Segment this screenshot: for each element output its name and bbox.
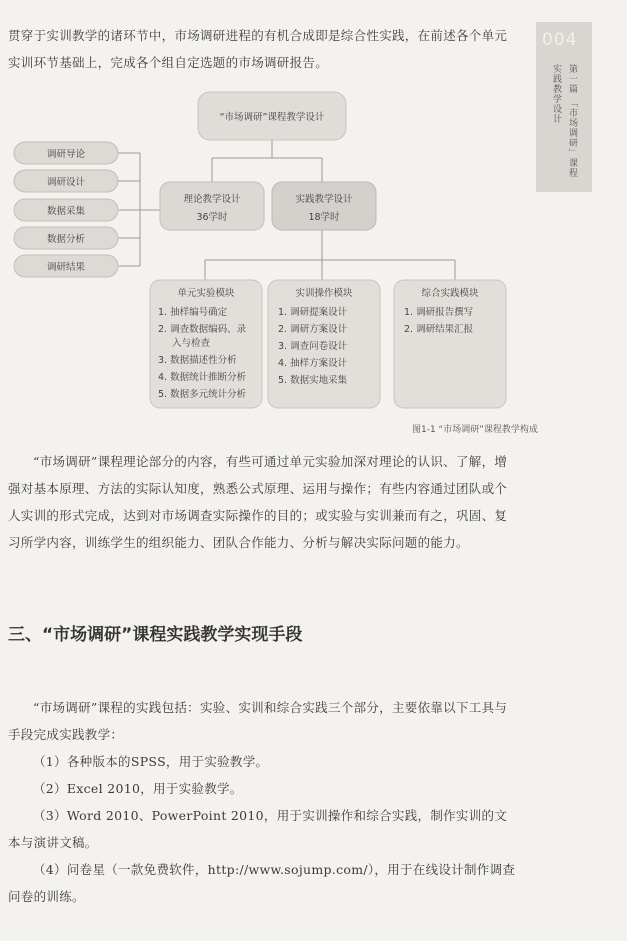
module-unit-experiment xyxy=(150,280,262,408)
module-item: 2. 调查数据编码、录 xyxy=(158,324,247,335)
module-item: 2. 调研方案设计 xyxy=(278,324,348,335)
module-item: 入与检查 xyxy=(172,338,211,349)
module-item: 2. 调研结果汇报 xyxy=(404,324,474,335)
module-comprehensive-practice xyxy=(394,280,506,408)
tools-list-item: （2）Excel 2010，用于实验教学。 xyxy=(33,781,243,796)
chapter-tab-line1: 第一篇 「市场调研」课程 xyxy=(567,64,577,178)
theory-practice-paragraph: “市场调研”课程理论部分的内容，有些可通过单元实验加深对理论的认识、了解，增强对基本原理、方法的实际认知度，熟悉公式原理、运用与操作；有些内容通过团队或个人实训的形式完成，达到对市场调查实际操作的目的；或实验与实训兼而有之，巩固、复习所学内容，训练学生的组织能力、团队合作能力、分析与解决实际问题的能力。 xyxy=(8,454,508,550)
module-item: 5. 数据多元统计分析 xyxy=(158,389,247,400)
tools-list-item: （3）Word 2010、PowerPoint 2010，用于实训操作和综合实践，制作实训的文本与演讲文稿。 xyxy=(8,808,508,850)
course-structure-diagram xyxy=(0,80,627,420)
module-title: 实训操作模块 xyxy=(295,288,353,299)
module-item: 1. 调研报告撰写 xyxy=(404,307,474,318)
tools-list-item: （4）问卷星（一款免费软件，http://www.sojump.com/），用于在线设计制作调查问卷的训练。 xyxy=(8,862,516,904)
module-item: 3. 数据描述性分析 xyxy=(158,355,237,366)
topic-label: 调研设计 xyxy=(46,177,86,188)
module-title: 综合实践模块 xyxy=(421,288,479,299)
chapter-tab-line2: 实践教学设计 xyxy=(551,64,561,124)
module-title: 单元实验模块 xyxy=(177,288,235,299)
topic-label: 调研导论 xyxy=(46,149,86,160)
tools-list-item: （1）各种版本的SPSS，用于实验教学。 xyxy=(33,754,269,769)
practice-design-title: 实践教学设计 xyxy=(295,194,353,205)
figure-caption: 图1-1 “市场调研”课程教学构成 xyxy=(412,425,538,435)
practice-design-hours: 18学时 xyxy=(308,212,340,223)
intro-paragraph: 贯穿于实训教学的诸环节中，市场调研进程的有机合成即是综合性实践，在前述各个单元实训环节基础上，完成各个组自定选题的市场调研报告。 xyxy=(8,28,508,70)
theory-topic-list xyxy=(14,142,118,277)
page-number: 004 xyxy=(542,30,578,50)
module-item: 5. 数据实地采集 xyxy=(278,375,348,386)
module-practical-training xyxy=(268,280,380,408)
module-item: 4. 抽样方案设计 xyxy=(278,358,348,369)
module-item: 1. 抽样编号确定 xyxy=(158,307,228,318)
theory-design-hours: 36学时 xyxy=(196,212,228,223)
theory-design-title: 理论教学设计 xyxy=(183,194,241,205)
module-item: 3. 调查问卷设计 xyxy=(278,341,348,352)
course-design-label: “市场调研”课程教学设计 xyxy=(219,112,325,123)
topic-label: 数据采集 xyxy=(46,206,86,217)
module-item: 4. 数据统计推断分析 xyxy=(158,372,247,383)
practice-tools-paragraph: “市场调研”课程的实践包括：实验、实训和综合实践三个部分，主要依靠以下工具与手段完成实践教学： xyxy=(8,700,508,742)
section-heading: 三、“市场调研”课程实践教学实现手段 xyxy=(8,625,303,645)
module-item: 1. 调研提案设计 xyxy=(278,307,348,318)
topic-label: 调研结果 xyxy=(46,262,86,273)
topic-label: 数据分析 xyxy=(46,234,86,245)
